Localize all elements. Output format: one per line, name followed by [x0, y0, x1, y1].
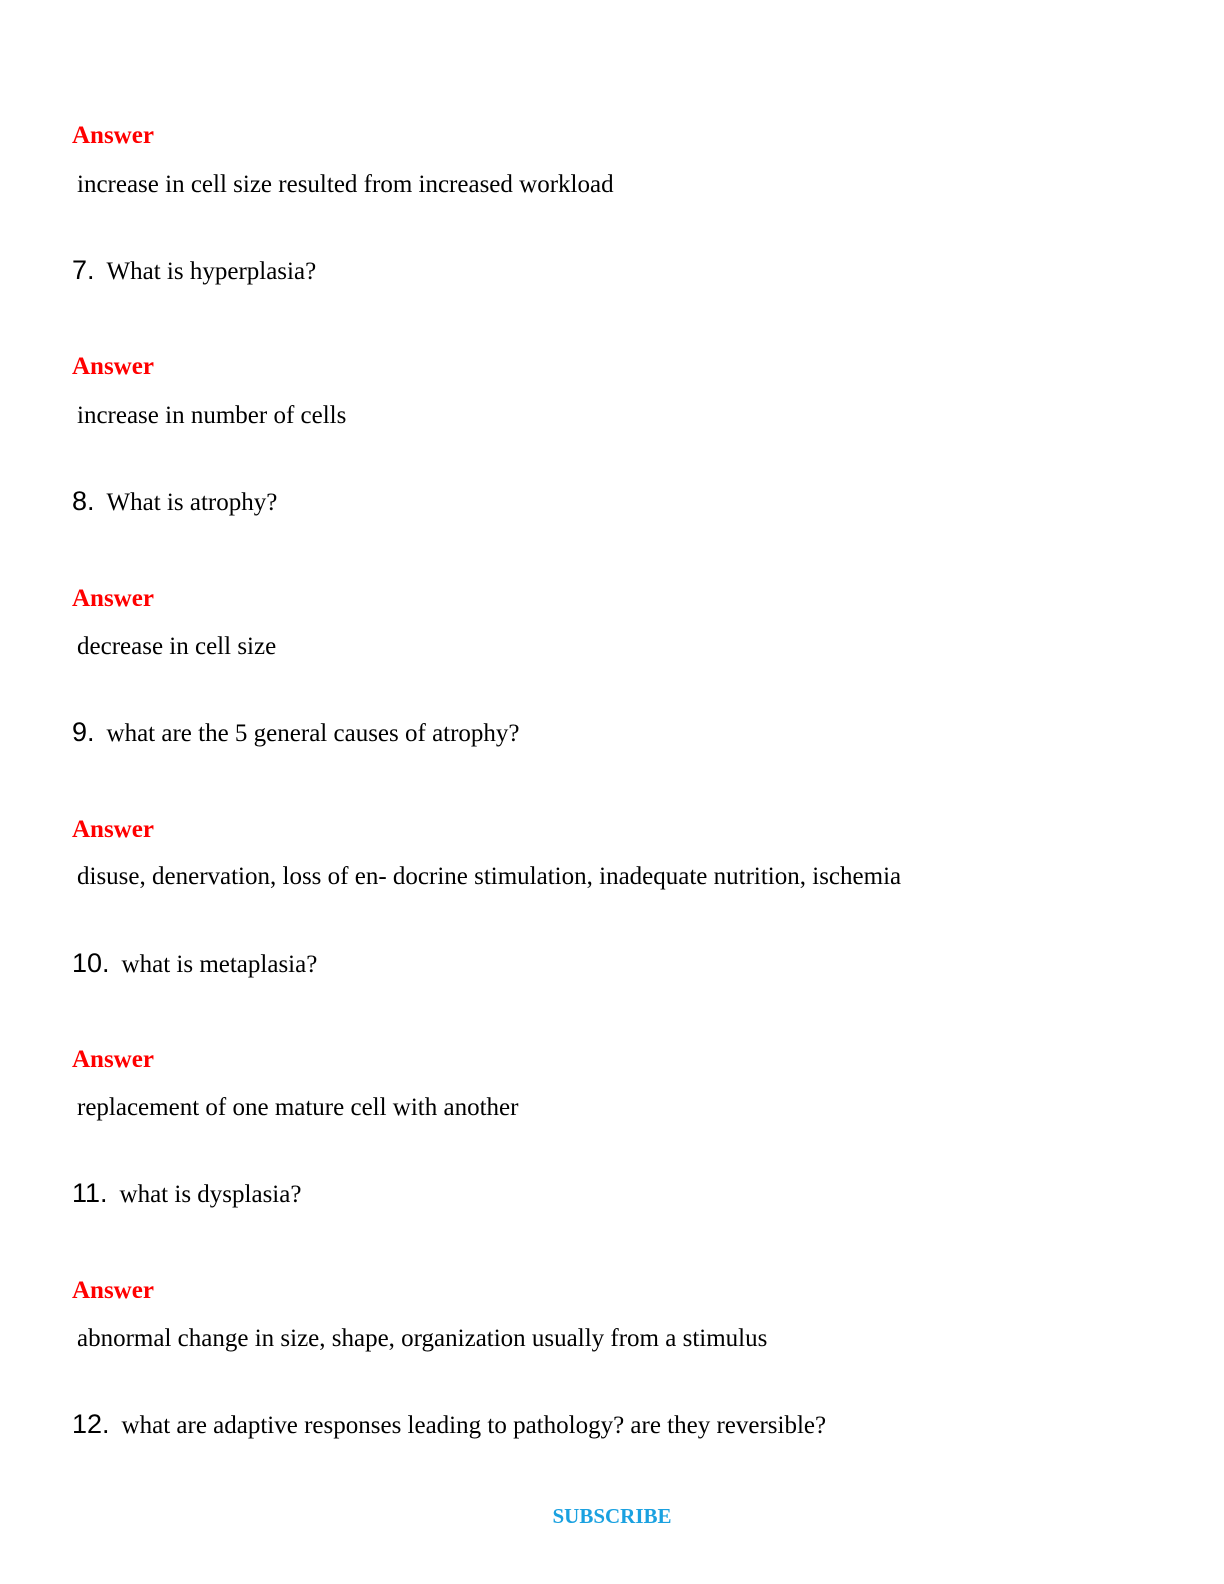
question-number: 9. — [72, 717, 95, 747]
question-11 — [72, 1180, 301, 1207]
answer-text: increase in cell size resulted from increased workload — [77, 171, 614, 198]
question-number: 11. — [72, 1178, 108, 1208]
question-text: what is metaplasia? — [121, 951, 318, 978]
question-text: What is hyperplasia? — [106, 258, 317, 285]
question-text: What is atrophy? — [106, 489, 278, 516]
answer-text: abnormal change in size, shape, organization usually from a stimulus — [77, 1325, 768, 1352]
subscribe-link[interactable]: SUBSCRIBE — [552, 1504, 672, 1528]
question-8 — [72, 488, 277, 515]
question-text: what are adaptive responses leading to pathology? are they reversible? — [121, 1412, 827, 1439]
question-text: what is dysplasia? — [119, 1181, 302, 1208]
answer-text: decrease in cell size — [77, 633, 277, 660]
answer-label: Answer — [72, 1046, 154, 1073]
answer-label: Answer — [72, 585, 154, 612]
answer-text: increase in number of cells — [77, 402, 347, 429]
answer-text: disuse, denervation, loss of en- docrine stimulation, inadequate nutrition, ischemia — [77, 863, 902, 890]
question-text: what are the 5 general causes of atrophy? — [106, 720, 520, 747]
question-number: 7. — [72, 255, 95, 285]
question-number: 8. — [72, 486, 95, 516]
question-number: 10. — [72, 948, 110, 978]
answer-text: replacement of one mature cell with another — [77, 1094, 519, 1121]
answer-label: Answer — [72, 1277, 154, 1304]
answer-label: Answer — [72, 816, 154, 843]
answer-label: Answer — [72, 353, 154, 380]
answer-label: Answer — [72, 122, 154, 149]
question-number: 12. — [72, 1409, 110, 1439]
question-7 — [72, 257, 316, 284]
question-12 — [72, 1411, 826, 1438]
question-10 — [72, 950, 317, 977]
question-9 — [72, 719, 520, 746]
